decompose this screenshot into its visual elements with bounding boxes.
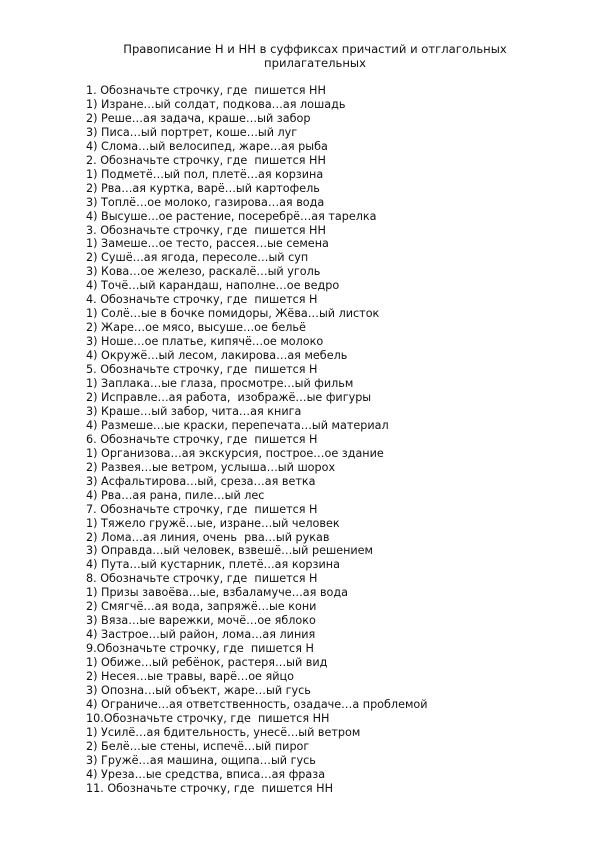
exercise-line: 1) Организова…ая экскурсия, построе…ое здание: [86, 446, 384, 460]
exercise-line: 2) Лома…ая линия, очень рва…ый рукав: [86, 530, 330, 544]
exercise-line: 3) Краше…ый забор, чита…ая книга: [86, 404, 302, 418]
exercise-line: 4) Окружё…ый лесом, лакирова…ая мебель: [86, 349, 348, 363]
exercise-line: 4) Точё…ый карандаш, наполне…ое ведро: [86, 279, 340, 293]
exercise-line: 3) Асфальтирова…ый, среза…ая ветка: [86, 474, 316, 488]
exercise-line: 4) Уреза…ые средства, вписа…ая фраза: [86, 767, 326, 781]
exercise-line: 4) Рва…ая рана, пиле…ый лес: [86, 488, 265, 502]
exercise-line: 1) Тяжело гружё…ые, изране…ый человек: [86, 516, 340, 530]
exercise-line: 4) Высуше…ое растение, посеребрё…ая тарелка: [86, 209, 377, 223]
exercise-line: 3) Оправда…ый человек, взвешё…ый решением: [86, 544, 373, 558]
exercise-line: 4. Обозначьте строчку, где пишется Н: [86, 293, 318, 307]
exercise-line: 3) Ноше…ое платье, кипячё…ое молоко: [86, 335, 324, 349]
exercise-line: 2) Белё…ые стены, испечё…ый пирог: [86, 739, 310, 753]
exercise-line: 3. Обозначьте строчку, где пишется НН: [86, 223, 326, 237]
exercise-line: 4) Пута…ый кустарник, плетё…ая корзина: [86, 558, 340, 572]
document-title: Правописание Н и НН в суффиксах причастий и отглагольных прилагательных: [123, 42, 507, 70]
exercise-line: 2) Жаре…ое мясо, высуше…ое бельё: [86, 321, 306, 335]
exercise-list: [86, 84, 566, 796]
exercise-line: 3) Опозна…ый объект, жаре…ый гусь: [86, 683, 311, 697]
exercise-line: 1) Изране…ый солдат, подкова…ая лошадь: [86, 97, 346, 111]
exercise-line: 4) Слома…ый велосипед, жаре…ая рыба: [86, 139, 328, 153]
exercise-line: 3) Кова…ое железо, раскалё…ый уголь: [86, 265, 321, 279]
exercise-line: 7. Обозначьте строчку, где пишется Н: [86, 502, 318, 516]
exercise-line: 2) Развея…ые ветром, услыша…ый шорох: [86, 460, 336, 474]
exercise-line: 2. Обозначьте строчку, где пишется НН: [86, 153, 326, 167]
exercise-line: 3) Писа…ый портрет, коше…ый луг: [86, 125, 298, 139]
exercise-line: 2) Рва…ая куртка, варё…ый картофель: [86, 181, 320, 195]
exercise-line: 2) Смягчё…ая вода, запряжё…ые кони: [86, 600, 317, 614]
exercise-line: 6. Обозначьте строчку, где пишется Н: [86, 432, 318, 446]
exercise-line: 1) Солё…ые в бочке помидоры, Жёва…ый листок: [86, 307, 380, 321]
exercise-line: 2) Сушё…ая ягода, пересоле…ый суп: [86, 251, 309, 265]
exercise-line: 1) Заплака…ые глаза, просмотре…ый фильм: [86, 377, 354, 391]
exercise-line: 9.Обозначьте строчку, где пишется Н: [86, 642, 314, 656]
exercise-line: 11. Обозначьте строчку, где пишется НН: [86, 781, 333, 795]
exercise-line: 8. Обозначьте строчку, где пишется Н: [86, 572, 318, 586]
exercise-line: 3) Вяза…ые варежки, мочё…ое яблоко: [86, 614, 316, 628]
exercise-line: 10.Обозначьте строчку, где пишется НН: [86, 711, 330, 725]
exercise-line: 3) Гружё…ая машина, ощипа…ый гусь: [86, 753, 316, 767]
exercise-line: 1) Замеше…ое тесто, рассея…ые семена: [86, 237, 329, 251]
exercise-line: 1) Подметё…ый пол, плетё…ая корзина: [86, 167, 324, 181]
exercise-line: 4) Размеше…ые краски, перепечата…ый материал: [86, 418, 389, 432]
exercise-line: 2) Несея…ые травы, варё…ое яйцо: [86, 670, 294, 684]
exercise-line: 2) Реше…ая задача, краше…ый забор: [86, 111, 311, 125]
exercise-line: 1) Обиже…ый ребёнок, растеря…ый вид: [86, 656, 328, 670]
exercise-line: 1. Обозначьте строчку, где пишется НН: [86, 84, 326, 97]
exercise-line: 4) Застрое…ый район, лома…ая линия: [86, 628, 316, 642]
exercise-line: 1) Призы завоёва…ые, взбаламуче…ая вода: [86, 586, 348, 600]
exercise-line: 4) Ограниче…ая ответственность, озадаче…а проблемой: [86, 697, 428, 711]
exercise-line: 5. Обозначьте строчку, где пишется Н: [86, 363, 318, 377]
exercise-line: 3) Топлё…ое молоко, газирова…ая вода: [86, 195, 325, 209]
exercise-line: 1) Усилё…ая бдительность, унесё…ый ветром: [86, 725, 361, 739]
exercise-line: 2) Исправле…ая работа, изображё…ые фигуры: [86, 390, 372, 404]
